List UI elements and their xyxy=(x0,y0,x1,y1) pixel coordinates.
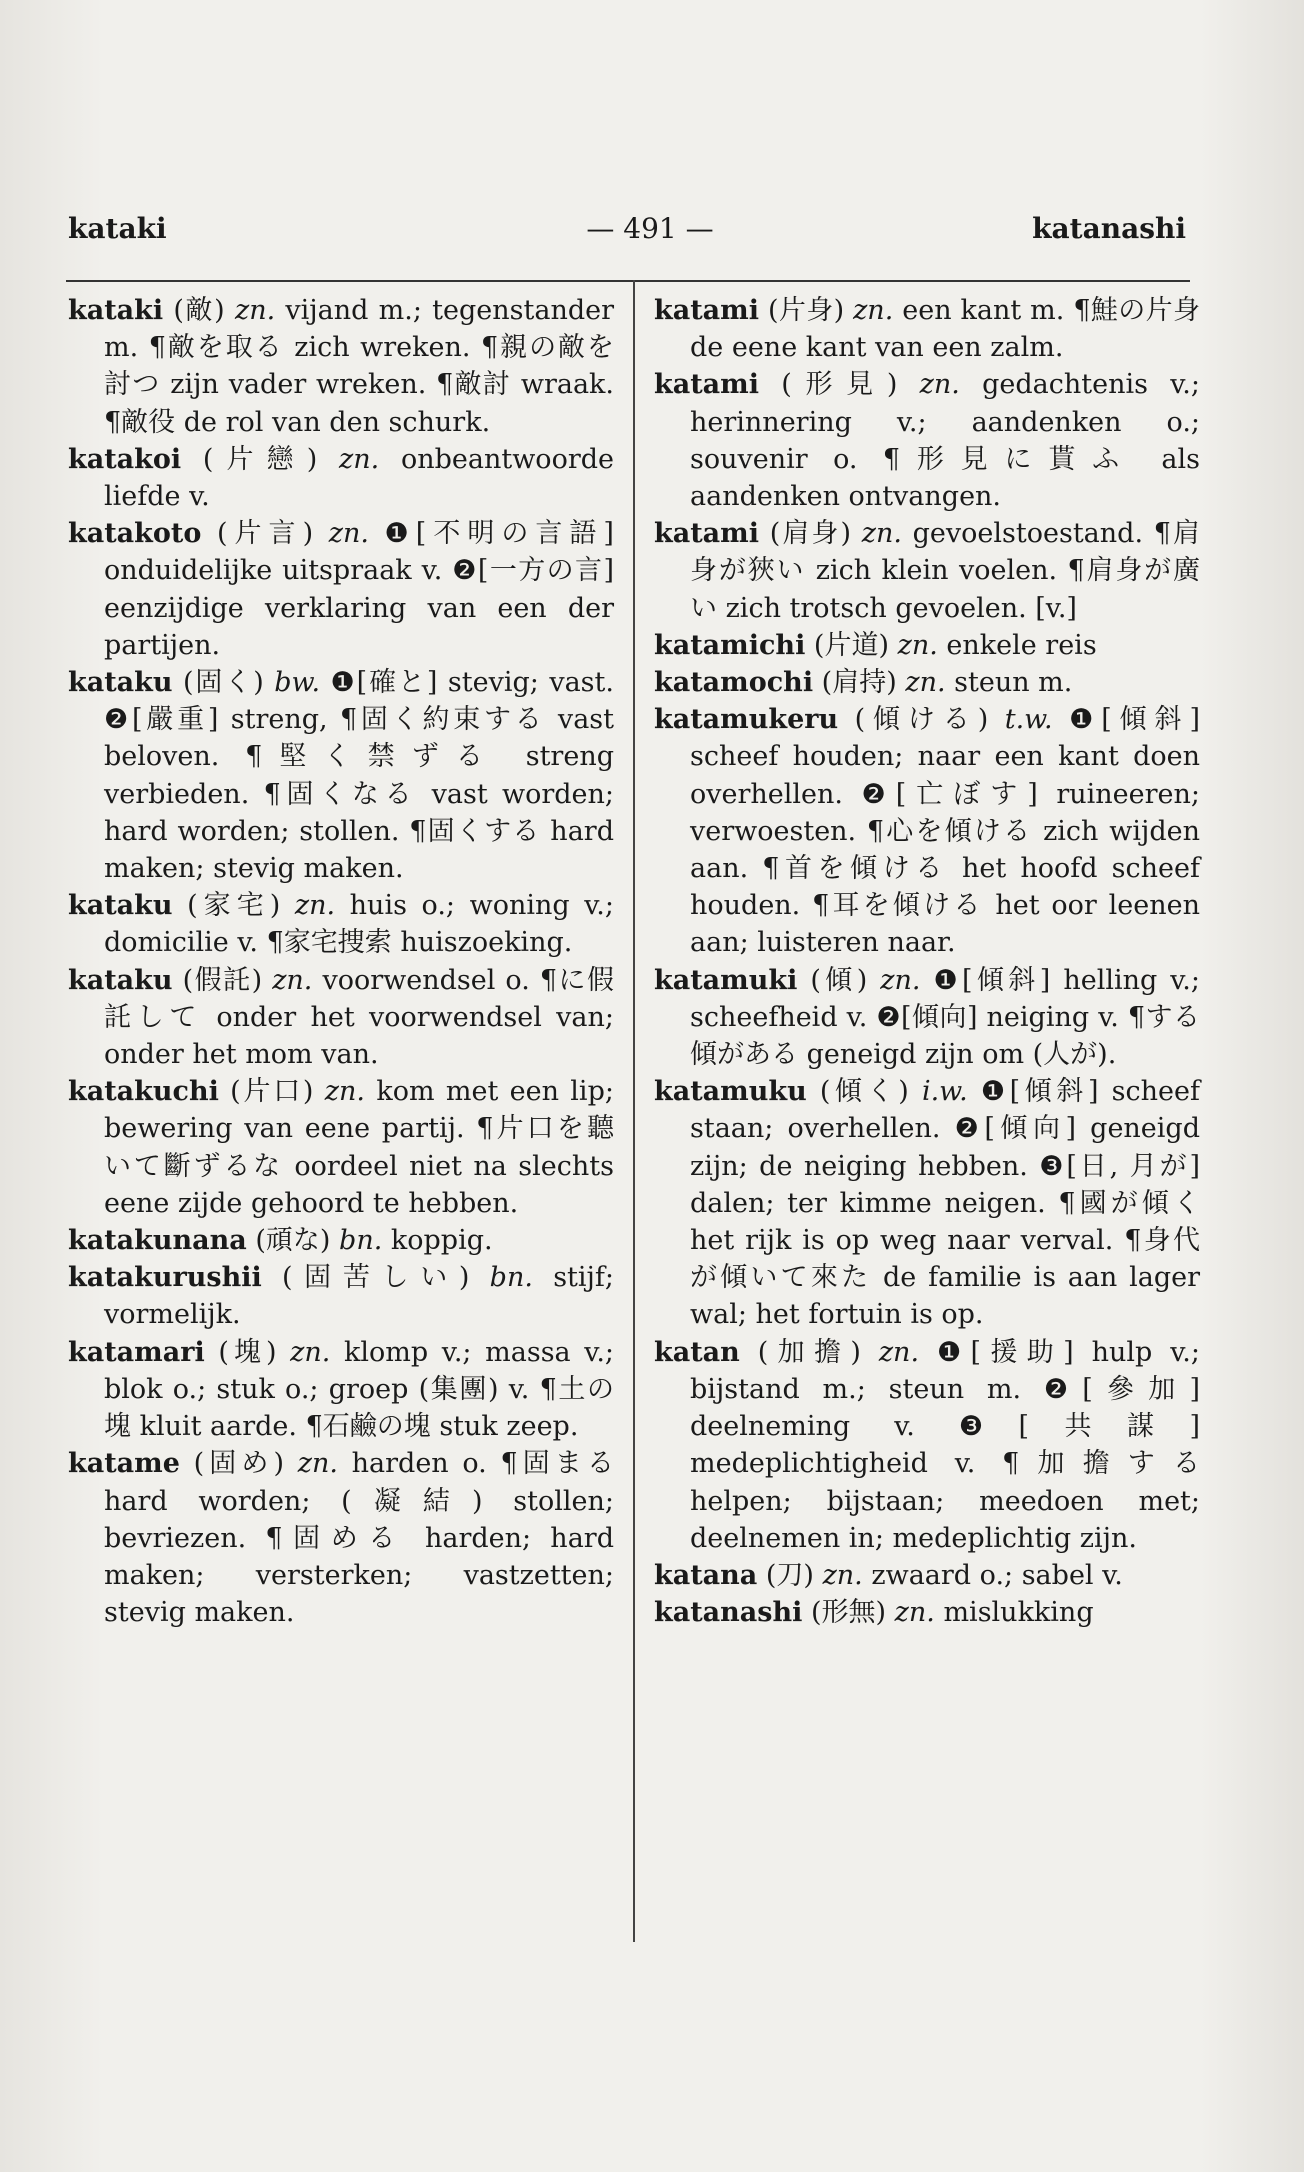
entry-definition: ❶[援助] hulp v.; bijstand m.; steun m. ❷[參加] deelneming v. ❸[共謀] medeplichtigheid v. ¶加擔する helpen; bijstaan; meedoen met; deelnemen in; medeplichtig zijn. xyxy=(690,1336,1200,1554)
page-number: — 491 — xyxy=(586,212,714,245)
dictionary-entry xyxy=(68,887,614,961)
dictionary-entry xyxy=(68,1334,614,1446)
entry-headword: katamichi xyxy=(654,629,806,661)
entry-kanji-form: (固苦しい) xyxy=(281,1262,470,1294)
dictionary-entry xyxy=(654,1073,1200,1333)
entry-kanji-form: (固め) xyxy=(193,1448,285,1480)
entry-kanji-form: (固く) xyxy=(183,667,264,699)
entry-definition: mislukking xyxy=(943,1597,1094,1629)
entry-kanji-form: (形無) xyxy=(810,1597,887,1629)
dictionary-entry xyxy=(654,1334,1200,1557)
dictionary-entry xyxy=(654,701,1200,961)
dictionary-entry xyxy=(654,366,1200,515)
running-head-left: kataki xyxy=(68,212,167,245)
entry-headword: katakuchi xyxy=(68,1076,219,1108)
dictionary-entry xyxy=(68,292,614,441)
entry-definition: voorwendsel o. ¶に假託して onder het voorwendsel van; onder het mom van. xyxy=(104,964,615,1071)
entry-headword: katakoto xyxy=(68,518,202,550)
entry-definition: ❶[確と] stevig; vast. ❷[嚴重] streng, ¶固く約束する vast beloven. ¶堅く禁ずる streng verbieden. ¶固くなる vast worden; hard worden; stollen. ¶固くする hard maken; stevig maken. xyxy=(104,667,614,885)
entry-headword: katan xyxy=(654,1336,740,1368)
entry-headword: katamari xyxy=(68,1336,205,1368)
entry-kanji-form: (片身) xyxy=(767,295,845,326)
entry-headword: kataki xyxy=(68,295,164,326)
entry-kanji-form: (片口) xyxy=(230,1076,314,1108)
entry-headword: katamuku xyxy=(654,1076,807,1108)
entry-kanji-form: (形見) xyxy=(781,369,898,401)
entry-definition: ❶[不明の言語] onduidelijke uitspraak v. ❷[一方の言] eenzijdige verklaring van een der partijen. xyxy=(104,518,614,661)
entry-part-of-speech: i.w. xyxy=(921,1076,968,1108)
running-head-right: katanashi xyxy=(1032,212,1186,245)
entry-definition: vijand m.; tegenstander m. ¶敵を取る zich wreken. ¶親の敵を討つ zijn vader wreken. ¶敵討 wraak. ¶敵役 de rol van den schurk. xyxy=(104,295,615,438)
entry-headword: katame xyxy=(68,1448,180,1480)
dictionary-entry xyxy=(68,515,614,664)
entry-definition: ❶[傾斜] helling v.; scheefheid v. ❷[傾向] neiging v. ¶する傾がある geneigd zijn om (人が). xyxy=(690,964,1200,1071)
entry-kanji-form: (傾ける) xyxy=(854,704,989,736)
entry-part-of-speech: zn. xyxy=(272,964,313,996)
entry-part-of-speech: zn. xyxy=(880,964,921,996)
entry-headword: kataku xyxy=(68,667,173,699)
entry-headword: katakunana xyxy=(68,1225,247,1257)
entry-headword: katami xyxy=(654,518,759,550)
entry-headword: kataku xyxy=(68,890,173,922)
entry-headword: katakurushii xyxy=(68,1262,262,1294)
entry-headword: katanashi xyxy=(654,1597,803,1629)
entry-part-of-speech: zn. xyxy=(294,890,336,922)
entry-part-of-speech: bw. xyxy=(274,667,321,699)
entry-kanji-form: (刀) xyxy=(765,1559,814,1591)
right-column xyxy=(654,292,1200,1631)
entry-part-of-speech: zn. xyxy=(339,443,380,475)
entry-part-of-speech: zn. xyxy=(905,667,946,699)
dictionary-entry xyxy=(654,1594,1200,1631)
left-column xyxy=(68,292,614,1631)
entry-definition: koppig. xyxy=(390,1225,493,1257)
dictionary-entry xyxy=(654,962,1200,1074)
entry-definition: stijf; vormelijk. xyxy=(104,1262,615,1331)
entry-part-of-speech: zn. xyxy=(234,295,276,326)
entry-part-of-speech: bn. xyxy=(339,1225,383,1257)
entry-part-of-speech: t.w. xyxy=(1004,704,1053,736)
entry-headword: katami xyxy=(654,295,759,326)
dictionary-entry xyxy=(68,1073,614,1222)
entry-definition: kom met een lip; bewering van eene partij. ¶片口を聽いて斷ずるな oordeel niet na slechts eene zijde gehoord te hebben. xyxy=(104,1076,614,1219)
entry-definition: ❶[傾斜] scheef staan; overhellen. ❷[傾向] geneigd zijn; de neiging hebben. ❸[日, 月が] dalen; ter kimme neigen. ¶國が傾く het rijk is op weg naar verval. ¶身代が傾いて來た de familie is aan lager wal; het fortuin is op. xyxy=(690,1076,1200,1331)
entry-part-of-speech: zn. xyxy=(324,1076,365,1108)
entry-headword: katami xyxy=(654,369,759,401)
dictionary-entry xyxy=(68,441,614,515)
entry-definition: klomp v.; massa v.; blok o.; stuk o.; groep (集團) v. ¶土の塊 kluit aarde. ¶石鹼の塊 stuk zeep. xyxy=(104,1336,615,1443)
dictionary-entry xyxy=(654,292,1200,366)
entry-part-of-speech: zn. xyxy=(297,1448,338,1480)
entry-kanji-form: (假託) xyxy=(182,964,263,996)
dictionary-entry xyxy=(68,1445,614,1631)
entry-part-of-speech: zn. xyxy=(894,1597,935,1629)
entry-headword: katakoi xyxy=(68,443,182,475)
entry-definition: huis o.; woning v.; domicilie v. ¶家宅捜索 huiszoeking. xyxy=(104,890,614,959)
header-rule xyxy=(66,280,1190,282)
entry-part-of-speech: zn. xyxy=(290,1336,331,1368)
entry-definition: steun m. xyxy=(954,667,1073,699)
entry-part-of-speech: bn. xyxy=(489,1262,533,1294)
entry-part-of-speech: zn. xyxy=(878,1336,920,1368)
entry-definition: gedachtenis v.; herinnering v.; aandenken o.; souvenir o. ¶形見に貰ふ als aandenken ontvangen. xyxy=(690,369,1200,513)
dictionary-entry xyxy=(654,627,1200,664)
dictionary-entry xyxy=(68,664,614,887)
entry-headword: katamochi xyxy=(654,667,814,699)
dictionary-entry xyxy=(654,515,1200,627)
entry-definition: harden o. ¶固まる hard worden; (凝結) stollen; bevriezen. ¶固める harden; hard maken; versterken; vastzetten; stevig maken. xyxy=(104,1448,614,1629)
entry-part-of-speech: zn. xyxy=(853,295,894,326)
entry-definition: gevoelstoestand. ¶肩身が狹い zich klein voelen. ¶肩身が廣い zich trotsch gevoelen. [v.] xyxy=(690,518,1200,624)
entry-definition: onbeantwoorde liefde v. xyxy=(104,443,614,513)
entry-headword: katamuki xyxy=(654,964,798,996)
entry-part-of-speech: zn. xyxy=(897,629,938,661)
entry-definition: een kant m. ¶鮭の片身 de eene kant van een zalm. xyxy=(690,295,1200,364)
entry-kanji-form: (塊) xyxy=(218,1336,277,1368)
entry-kanji-form: (傾) xyxy=(810,964,868,996)
entry-kanji-form: (敵) xyxy=(173,295,225,326)
dictionary-entry xyxy=(654,664,1200,701)
entry-headword: kataku xyxy=(68,964,173,996)
dictionary-entry xyxy=(68,962,614,1074)
dictionary-entry xyxy=(68,1259,614,1333)
entry-definition: enkele reis xyxy=(946,629,1097,661)
entry-definition: ❶[傾斜] scheef houden; naar een kant doen overhellen. ❷[亡ぼす] ruineeren; verwoesten. ¶心を傾ける zich wijden aan. ¶首を傾ける het hoofd scheef houden. ¶耳を傾ける het oor leenen aan; luisteren naar. xyxy=(690,704,1200,959)
entry-definition: zwaard o.; sabel v. xyxy=(871,1559,1123,1591)
entry-kanji-form: (片道) xyxy=(813,629,889,661)
entry-kanji-form: (傾く) xyxy=(819,1076,909,1108)
entry-kanji-form: (片言) xyxy=(216,518,314,550)
entry-kanji-form: (家宅) xyxy=(187,890,281,922)
dictionary-entry xyxy=(68,1222,614,1259)
entry-part-of-speech: zn. xyxy=(328,518,369,550)
entry-part-of-speech: zn. xyxy=(822,1559,863,1591)
dictionary-entry xyxy=(654,1557,1200,1594)
entry-kanji-form: (肩身) xyxy=(769,518,852,550)
entry-kanji-form: (頑な) xyxy=(255,1225,331,1257)
entry-headword: katana xyxy=(654,1559,758,1591)
entry-part-of-speech: zn. xyxy=(861,518,902,550)
entry-headword: katamukeru xyxy=(654,704,839,736)
entry-part-of-speech: zn. xyxy=(919,369,960,401)
entry-kanji-form: (肩持) xyxy=(821,667,897,699)
column-divider xyxy=(633,280,635,1942)
entry-kanji-form: (加擔) xyxy=(757,1336,861,1368)
entry-kanji-form: (片戀) xyxy=(202,443,318,475)
